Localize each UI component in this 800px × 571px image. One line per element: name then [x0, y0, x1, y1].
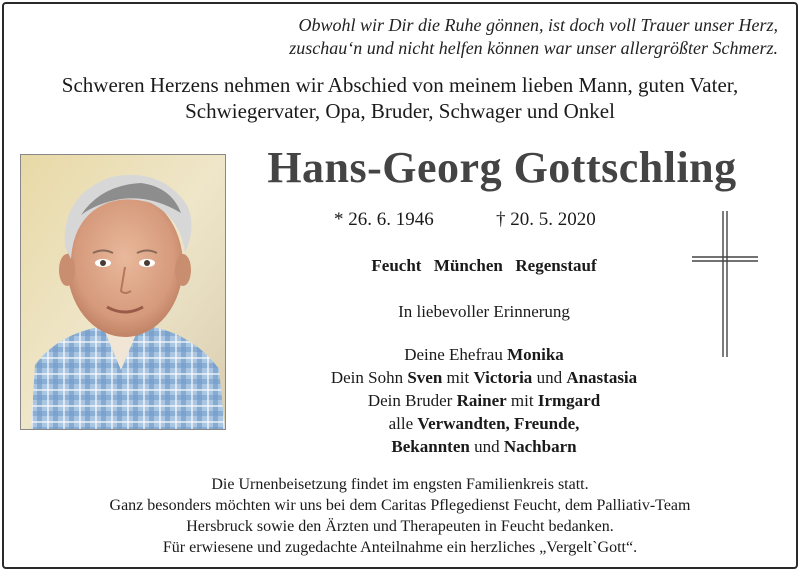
intro-line-1: Schweren Herzens nehmen wir Abschied von meinem lieben Mann, guten Vater, — [61, 73, 739, 97]
brother-with: mit — [510, 391, 534, 410]
relatives: Verwandten, Freunde, — [417, 414, 580, 433]
son-partner-name: Victoria — [473, 368, 533, 387]
family-line-acquaintances — [234, 435, 734, 458]
family-line-wife — [234, 343, 734, 366]
acquaintances: Bekannten — [391, 437, 470, 456]
closing-text — [4, 474, 796, 558]
family-line-son — [234, 366, 734, 389]
closing-line-3: Hersbruck sowie den Ärzten und Therapeuten in Feucht bedanken. — [186, 518, 614, 535]
obituary-card — [2, 2, 798, 569]
places: Feucht München Regenstauf — [371, 256, 597, 275]
brother-partner-name: Irmgard — [537, 391, 601, 410]
wife-name: Monika — [507, 345, 564, 364]
son-and: und — [536, 368, 563, 387]
poem-line-2: zuschau‘n und nicht helfen können war unser allergrößter Schmerz. — [289, 38, 778, 58]
wife-prefix: Deine Ehefrau — [404, 345, 503, 364]
poem — [78, 14, 778, 60]
brother-name: Rainer — [456, 391, 507, 410]
neighbors: Nachbarn — [503, 437, 577, 456]
son-prefix: Dein Sohn — [330, 368, 404, 387]
intro-line-2: Schwiegervater, Opa, Bruder, Schwager und Onkel — [185, 99, 615, 123]
portrait-photo — [20, 154, 226, 430]
poem-line-1: Obwohl wir Dir die Ruhe gönnen, ist doch voll Trauer unser Herz, — [298, 15, 778, 35]
intro-text — [4, 72, 796, 124]
son-with: mit — [446, 368, 470, 387]
deceased-name: Hans-Georg Gottschling — [267, 143, 737, 192]
closing-line-4: Für erwiesene und zugedachte Anteilnahme ein herzliches „Vergelt`Gott“. — [162, 539, 638, 556]
family-line-relatives — [234, 412, 734, 435]
memory-text: In liebevoller Erinnerung — [398, 302, 570, 321]
acquaintances-and: und — [474, 437, 500, 456]
closing-line-2: Ganz besonders möchten wir uns bei dem Caritas Pflegedienst Feucht, dem Palliativ-Team — [109, 497, 691, 514]
birth-date: * 26. 6. 1946 — [334, 209, 434, 230]
all-prefix: alle — [388, 414, 414, 433]
family-line-brother — [234, 389, 734, 412]
grandchild-name: Anastasia — [566, 368, 638, 387]
family-list — [234, 343, 734, 458]
closing-line-1: Die Urnenbeisetzung findet im engsten Familienkreis statt. — [211, 476, 589, 493]
son-name: Sven — [407, 368, 443, 387]
brother-prefix: Dein Bruder — [367, 391, 453, 410]
cross-icon — [690, 209, 760, 359]
death-date: † 20. 5. 2020 — [496, 209, 596, 230]
